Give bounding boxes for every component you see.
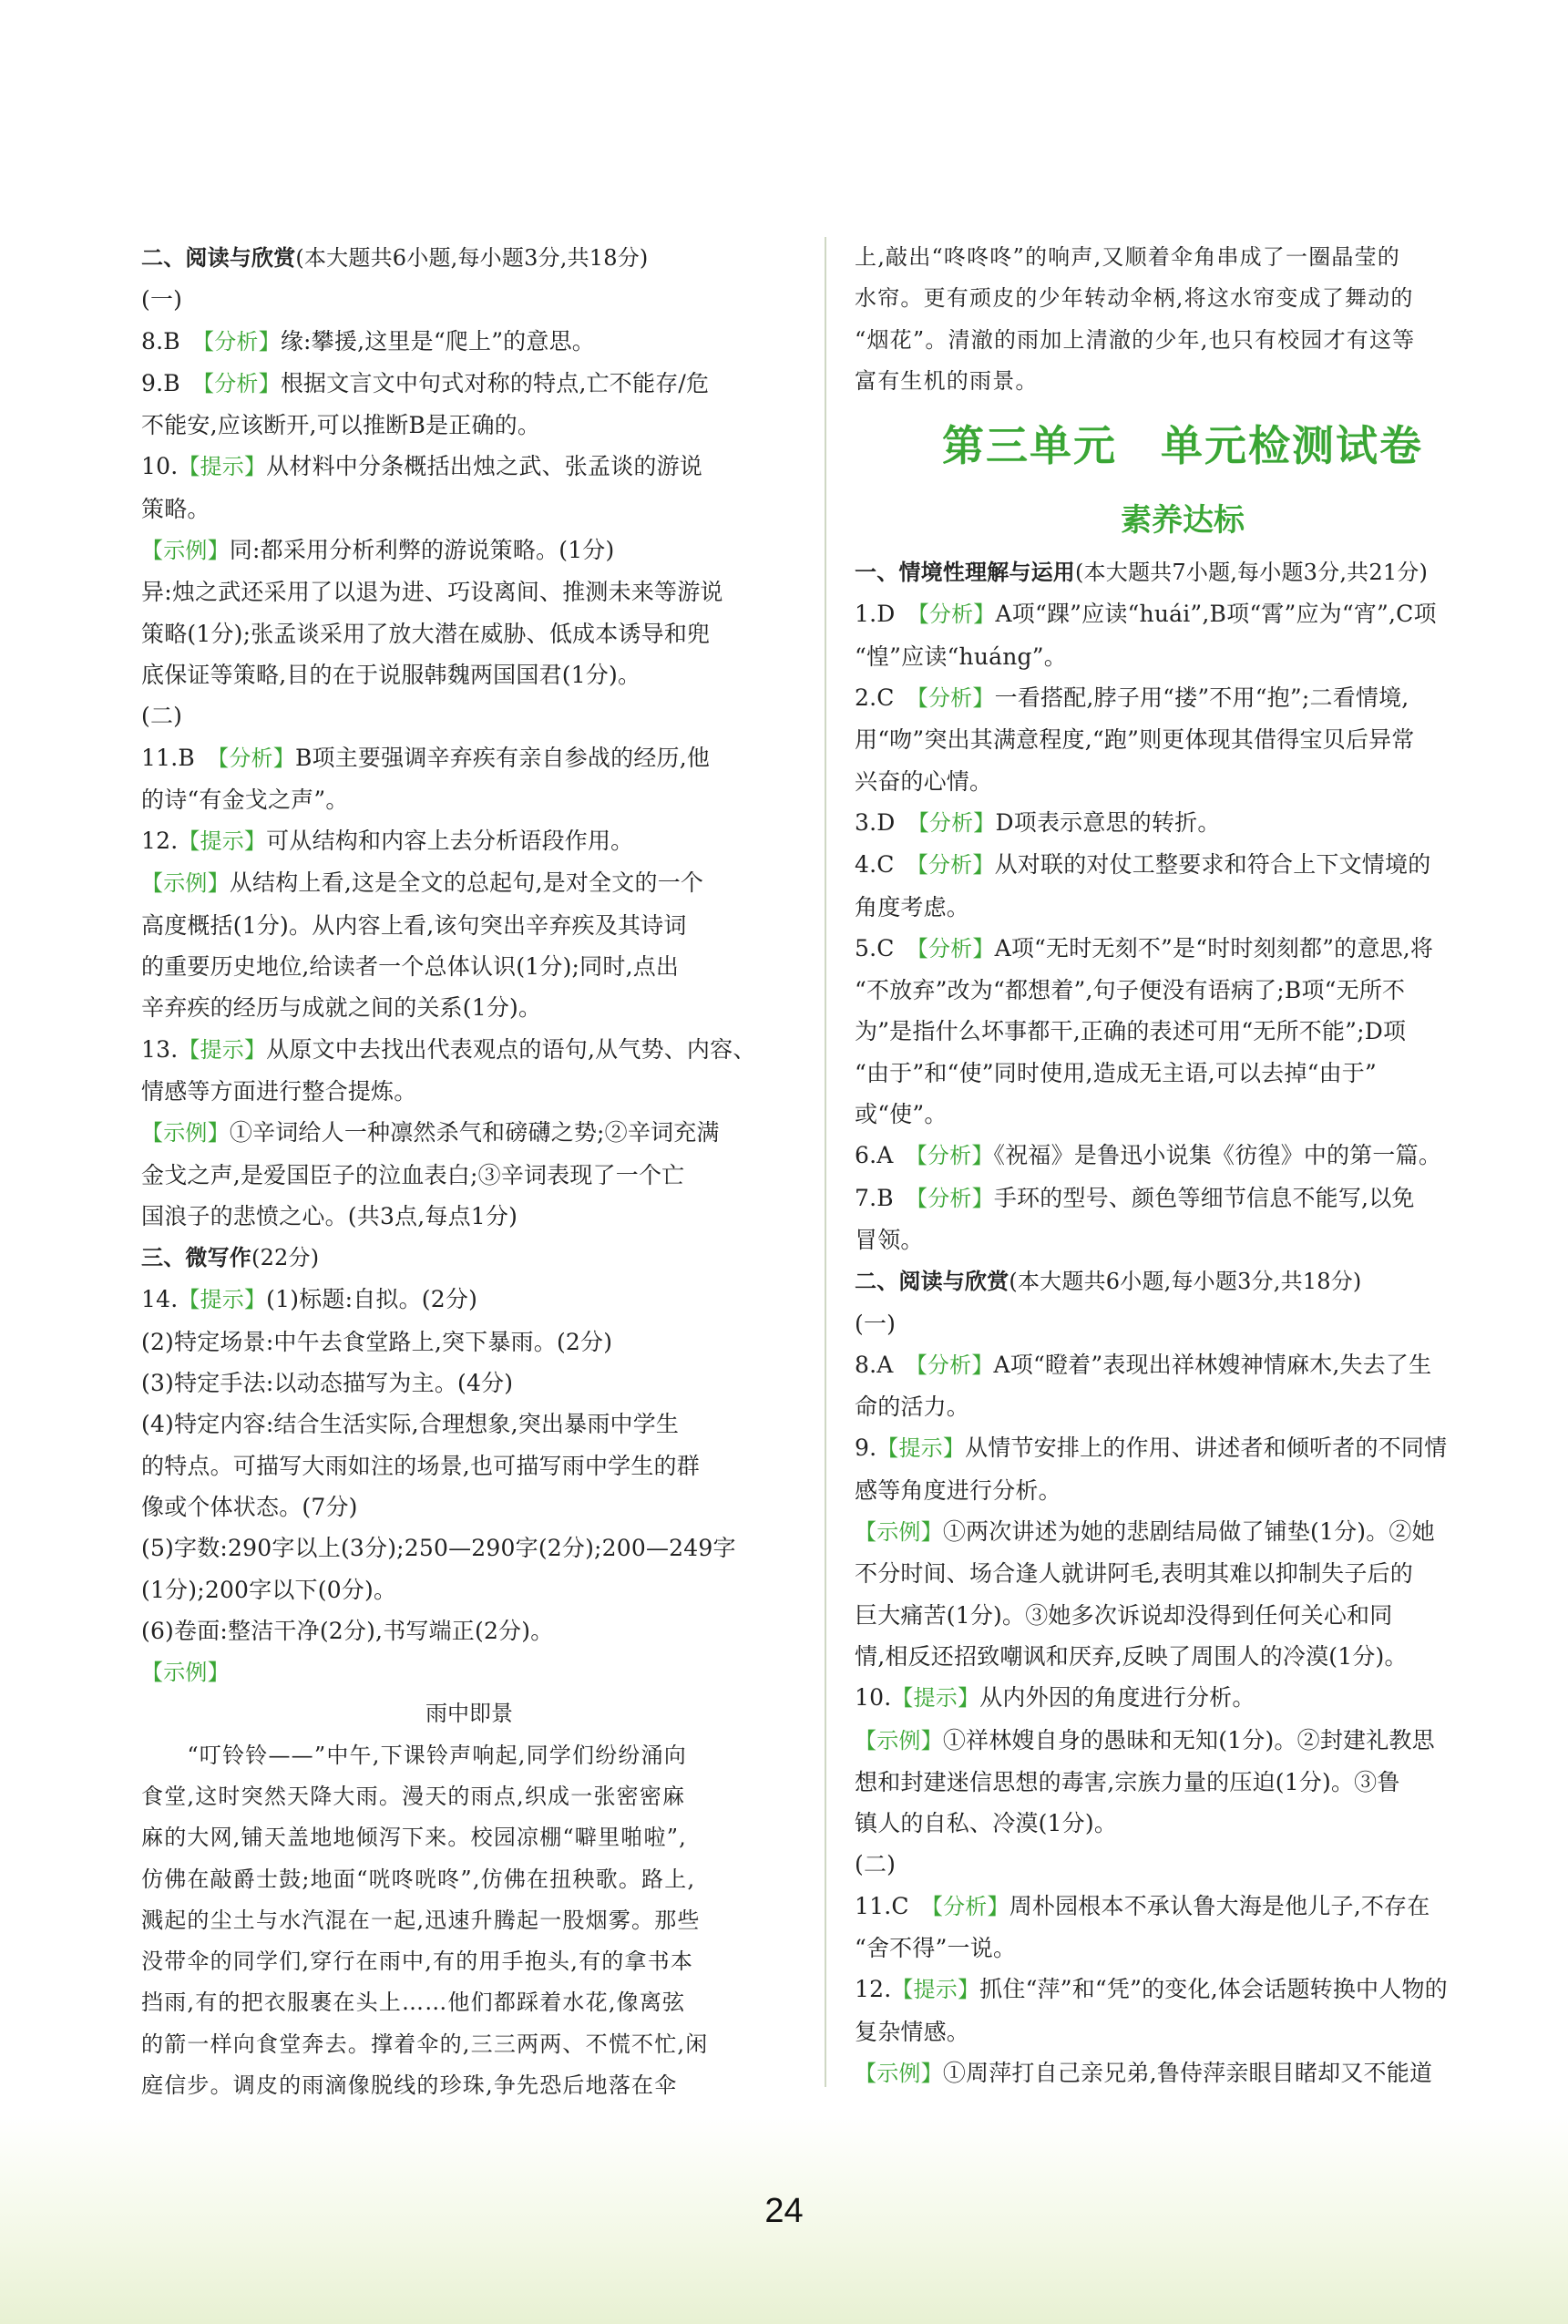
answer-text: 手环的型号、颜色等细节信息不能写,以免 xyxy=(993,1184,1415,1211)
answer-line xyxy=(855,802,1511,844)
answer-text: 感等角度进行分析。 xyxy=(855,1476,1061,1504)
answer-tag: 【提示】 xyxy=(891,1977,980,2003)
answer-line xyxy=(855,1886,1511,1928)
answer-text: A项“无时无刻不”是“时时刻刻都”的意思,将 xyxy=(994,934,1434,961)
answer-line xyxy=(141,1196,797,1237)
answer-text: 国浪子的悲愤之心。(共3点,每点1分) xyxy=(141,1202,518,1229)
page-number: 24 xyxy=(764,2192,804,2230)
answer-text: 缘:攀援,这里是“爬上”的意思。 xyxy=(280,327,595,355)
answer-line xyxy=(855,677,1511,719)
section-heading: 二、阅读与欣赏 xyxy=(855,1269,1009,1295)
section-heading: 一、情境性理解与运用 xyxy=(855,560,1075,586)
unit-title: 第三单元 单元检测试卷 xyxy=(942,421,1423,471)
right-column xyxy=(855,237,1511,2094)
answer-line xyxy=(141,905,797,946)
question-number: 5.C xyxy=(855,934,917,961)
question-number: 10. xyxy=(855,1684,892,1712)
question-number: 1.D xyxy=(855,601,918,628)
answer-line xyxy=(855,761,1511,802)
answer-line xyxy=(855,1844,1511,1885)
answer-text: 可从结构和内容上去分析语段作用。 xyxy=(266,828,634,855)
answer-text: ①祥林嫂自身的愚昧和无知(1分)。②封建礼教思 xyxy=(942,1726,1435,1753)
answer-text: 不能安,应该断开,可以推断B是正确的。 xyxy=(141,412,541,439)
answer-line xyxy=(141,446,797,488)
answer-line xyxy=(855,636,1511,677)
answer-line xyxy=(855,887,1511,928)
answer-tag: 【示例】 xyxy=(855,2060,943,2086)
answer-line xyxy=(855,1511,1511,1553)
answer-text: 从内外因的角度进行分析。 xyxy=(979,1684,1255,1712)
answer-text: 金戈之声,是爱国臣子的泣血表白;③辛词表现了一个亡 xyxy=(141,1161,685,1188)
answer-text: (22分) xyxy=(251,1245,320,1271)
answer-text: (二) xyxy=(855,1851,897,1878)
answer-text: 或“使”。 xyxy=(855,1101,948,1128)
answer-text: 策略(1分);张孟谈采用了放大潜在威胁、低成本诱导和兜 xyxy=(141,620,711,647)
section-subtitle: 素养达标 xyxy=(1121,502,1245,540)
answer-text: (5)字数:290字以上(3分);250—290字(2分);200—249字 xyxy=(141,1535,736,1562)
answer-line xyxy=(855,1303,1511,1344)
answer-text: (本大题共6小题,每小题3分,共18分) xyxy=(295,245,649,271)
question-number: 2.C xyxy=(855,684,917,712)
answer-text: 情感等方面进行整合提炼。 xyxy=(141,1077,417,1105)
answer-text: 的诗“有金戈之声”。 xyxy=(141,786,349,813)
answer-text: 从对联的对仗工整要求和符合上下文情境的 xyxy=(994,851,1431,879)
answer-line xyxy=(855,593,1511,635)
question-number: 6.A xyxy=(855,1142,917,1169)
answer-line xyxy=(141,571,797,612)
question-number: 8.B xyxy=(141,327,204,355)
answer-line xyxy=(855,1720,1511,1762)
answer-text: B项主要强调辛弃疾有亲自参战的经历,他 xyxy=(294,744,711,771)
answer-text: 镇人的自私、冷漠(1分)。 xyxy=(855,1810,1118,1837)
answer-text: 高度概括(1分)。从内容上看,该句突出辛弃疾及其诗词 xyxy=(141,911,687,939)
answer-line xyxy=(855,1470,1511,1511)
answer-text: “舍不得”一说。 xyxy=(855,1934,1017,1961)
answer-text: 角度考虑。 xyxy=(855,893,970,920)
answer-tag: 【分析】 xyxy=(917,1185,994,1211)
answer-text: 根据文言文中句式对称的特点,亡不能存/危 xyxy=(280,369,710,396)
essay-line: 食堂,这时突然天降大雨。漫天的雨点,织成一张密密麻 xyxy=(141,1783,686,1809)
answer-text: (二) xyxy=(141,703,183,730)
answer-line xyxy=(141,779,797,820)
answer-tag: 【提示】 xyxy=(178,1036,267,1063)
answer-text: 抓住“萍”和“凭”的变化,体会话题转换中人物的 xyxy=(979,1976,1448,2003)
question-number: 12. xyxy=(141,828,179,855)
answer-line xyxy=(855,970,1511,1011)
answer-text: 复杂情感。 xyxy=(855,2018,970,2045)
answer-line xyxy=(855,1677,1511,1719)
answer-text: 命的活力。 xyxy=(855,1393,970,1421)
answer-line xyxy=(855,1260,1511,1302)
answer-line xyxy=(141,279,797,320)
answer-text: (一) xyxy=(855,1310,897,1337)
answer-tag: 【提示】 xyxy=(178,828,267,855)
answer-line xyxy=(855,1011,1511,1052)
answer-tag: 【分析】 xyxy=(917,809,996,836)
question-number: 9.B xyxy=(141,369,204,396)
answer-line xyxy=(141,1445,797,1486)
answer-text: 不分时间、场合逢人就讲阿毛,表明其难以抑制失子后的 xyxy=(855,1560,1413,1588)
answer-text: 《祝福》是鲁迅小说集《彷徨》中的第一篇。 xyxy=(993,1142,1442,1169)
answer-line xyxy=(141,321,797,363)
answer-tag: 【示例】 xyxy=(141,1120,230,1147)
answer-line xyxy=(141,695,797,736)
answer-line xyxy=(141,1363,797,1404)
answer-text: 底保证等策略,目的在于说服韩魏两国国君(1分)。 xyxy=(141,661,641,688)
answer-text: ①辛词给人一种凛然杀气和磅礴之势;②辛词充满 xyxy=(229,1119,720,1147)
question-number: 10. xyxy=(141,453,179,480)
essay-line: 水帘。更有顽皮的少年转动伞柄,将这水帘变成了舞动的 xyxy=(855,285,1414,312)
answer-text: A项“瞪着”表现出祥林嫂神情麻木,失去了生 xyxy=(993,1351,1432,1378)
essay-title: 雨中即景 xyxy=(425,1701,513,1727)
answer-text: (本大题共7小题,每小题3分,共21分) xyxy=(1075,560,1429,586)
answer-line xyxy=(855,2011,1511,2052)
question-number: 11.C xyxy=(855,1892,932,1919)
answer-tag: 【示例】 xyxy=(141,870,230,897)
answer-line xyxy=(141,987,797,1028)
answer-text: (6)卷面:整洁干净(2分),书写端正(2分)。 xyxy=(141,1617,554,1644)
question-number: 7.B xyxy=(855,1184,917,1211)
answer-line xyxy=(855,1386,1511,1427)
answer-text: 冒领。 xyxy=(855,1226,924,1253)
answer-tag: 【分析】 xyxy=(931,1893,1009,1919)
answer-tag: 【提示】 xyxy=(178,454,267,480)
question-number: 4.C xyxy=(855,851,917,879)
answer-text: 辛弃疾的经历与成就之间的关系(1分)。 xyxy=(141,994,542,1022)
essay-line: 挡雨,有的把衣服裹在头上……他们都踩着水花,像离弦 xyxy=(141,1990,686,2016)
answer-line xyxy=(855,1928,1511,1969)
answer-tag: 【分析】 xyxy=(916,1143,994,1169)
answer-text: ①两次讲述为她的悲剧结局做了铺垫(1分)。②她 xyxy=(942,1518,1435,1546)
answer-line xyxy=(141,363,797,405)
essay-line: 没带伞的同学们,穿行在雨中,有的用手抱头,有的拿书本 xyxy=(141,1949,694,1975)
answer-text: 异:烛之武还采用了以退为进、巧设离间、推测未来等游说 xyxy=(141,579,723,606)
answer-tag: 【分析】 xyxy=(203,370,281,396)
answer-text: (本大题共6小题,每小题3分,共18分) xyxy=(1009,1269,1362,1295)
answer-line xyxy=(141,946,797,987)
answer-text: 想和封建迷信思想的毒害,宗族力量的压迫(1分)。③鲁 xyxy=(855,1768,1400,1795)
answer-text: 周朴园根本不承认鲁大海是他儿子,不存在 xyxy=(1009,1892,1430,1919)
question-number: 9. xyxy=(855,1435,877,1462)
answer-tag: 【分析】 xyxy=(218,745,295,771)
answer-text: 一看搭配,脖子用“搂”不用“抱”;二看情境, xyxy=(994,684,1409,712)
answer-tag: 【分析】 xyxy=(203,328,281,355)
answer-line xyxy=(855,1762,1511,1803)
answer-text: (4)特定内容:结合生活实际,合理想象,突出暴雨中学生 xyxy=(141,1411,680,1438)
answer-text: 用“吻”突出其满意程度,“跑”则更体现其借得宝贝后异常 xyxy=(855,726,1415,754)
answer-line xyxy=(141,737,797,779)
answer-text: (一) xyxy=(141,286,183,314)
answer-line xyxy=(141,1112,797,1154)
question-number: 8.A xyxy=(855,1351,917,1378)
answer-line xyxy=(855,2052,1511,2094)
answer-line xyxy=(141,654,797,695)
answer-text: 情,相反还招致嘲讽和厌弃,反映了周围人的冷漠(1分)。 xyxy=(855,1642,1408,1670)
answer-line xyxy=(141,1486,797,1527)
answer-tag: 【提示】 xyxy=(178,1287,267,1313)
answer-tag: 【分析】 xyxy=(917,602,996,628)
answer-line xyxy=(141,1071,797,1112)
answer-line xyxy=(855,1553,1511,1594)
answer-text: (2)特定场景:中午去食堂路上,突下暴雨。(2分) xyxy=(141,1328,613,1355)
answer-line xyxy=(855,551,1511,593)
answer-text: 的特点。可描写大雨如注的场景,也可描写雨中学生的群 xyxy=(141,1452,700,1479)
column-divider xyxy=(825,237,826,2087)
answer-text: 策略。 xyxy=(141,495,210,522)
answer-tag: 【示例】 xyxy=(855,1519,943,1546)
answer-line xyxy=(855,1219,1511,1260)
answer-text: 巨大痛苦(1分)。③她多次诉说却没得到任何关心和同 xyxy=(855,1601,1393,1629)
section-heading: 三、微写作 xyxy=(141,1245,251,1271)
essay-line: “叮铃铃——”中午,下课铃声响起,同学们纷纷涌向 xyxy=(141,1742,687,1768)
answer-text: 从材料中分条概括出烛之武、张孟谈的游说 xyxy=(266,453,702,480)
essay-line: “烟花”。清澈的雨加上清澈的少年,也只有校园才有这等 xyxy=(855,326,1416,353)
answer-text: A项“踝”应读“huái”,B项“霄”应为“宵”,C项 xyxy=(995,601,1437,628)
answer-text: ①周萍打自己亲兄弟,鲁侍萍亲眼目睹却又不能道 xyxy=(942,2059,1433,2086)
answer-text: 从情节安排上的作用、讲述者和倾听者的不同情 xyxy=(965,1435,1448,1462)
answer-text: “不放弃”改为“都想着”,句子便没有语病了;B项“无所不 xyxy=(855,977,1406,1004)
answer-text: (1)标题:自拟。(2分) xyxy=(266,1286,478,1313)
answer-text: 的重要历史地位,给读者一个总体认识(1分);同时,点出 xyxy=(141,953,680,981)
answer-text: (3)特定手法:以动态描写为主。(4分) xyxy=(141,1370,514,1397)
answer-line xyxy=(141,1404,797,1445)
answer-line xyxy=(141,1155,797,1196)
left-column xyxy=(141,237,797,2106)
answer-text: 兴奋的心情。 xyxy=(855,767,993,795)
answer-text: 同:都采用分析利弊的游说策略。(1分) xyxy=(229,537,615,564)
answer-line xyxy=(855,1427,1511,1469)
answer-text: “惶”应读“huáng”。 xyxy=(855,643,1067,670)
answer-line xyxy=(141,1321,797,1363)
answer-tag: 【分析】 xyxy=(916,1352,994,1378)
essay-line: 的箭一样向食堂奔去。撑着伞的,三三两两、不慌不忙,闲 xyxy=(141,2031,709,2057)
answer-text: 为”是指什么坏事都干,正确的表述可用“无所不能”;D项 xyxy=(855,1018,1407,1045)
essay-line: 仿佛在敲爵士鼓;地面“咣咚咣咚”,仿佛在扭秧歌。路上, xyxy=(141,1866,696,1892)
answer-line xyxy=(141,1237,797,1279)
answer-line xyxy=(855,1135,1511,1177)
answer-line xyxy=(855,1053,1511,1094)
left-essay xyxy=(141,1735,797,2107)
essay-line: 麻的大网,铺天盖地地倾泻下来。校园凉棚“噼里啪啦”, xyxy=(141,1825,687,1851)
section-heading: 二、阅读与欣赏 xyxy=(141,245,296,271)
question-number: 3.D xyxy=(855,808,918,836)
question-number: 12. xyxy=(855,1976,892,2003)
answer-line xyxy=(141,405,797,446)
answer-text: 从原文中去找出代表观点的语句,从气势、内容、 xyxy=(266,1035,756,1063)
answer-line xyxy=(855,1636,1511,1677)
answer-text: D项表示意思的转折。 xyxy=(995,808,1221,836)
answer-line xyxy=(855,1094,1511,1135)
answer-text: “由于”和“使”同时使用,造成无主语,可以去掉“由于” xyxy=(855,1059,1377,1086)
answer-line xyxy=(141,530,797,571)
question-number: 13. xyxy=(141,1035,179,1063)
answer-text: (1分);200字以下(0分)。 xyxy=(141,1576,397,1603)
answer-tag: 【分析】 xyxy=(917,852,995,879)
answer-tag: 【提示】 xyxy=(891,1685,980,1712)
answer-line xyxy=(141,613,797,654)
answer-tag: 【提示】 xyxy=(876,1435,966,1462)
answer-line xyxy=(141,862,797,904)
answer-line xyxy=(855,1803,1511,1844)
answer-line xyxy=(855,1595,1511,1636)
answer-line xyxy=(141,820,797,862)
essay-line: 上,敲出“咚咚咚”的响声,又顺着伞角串成了一圈晶莹的 xyxy=(855,244,1400,270)
answer-line xyxy=(141,1610,797,1651)
answer-text: 像或个体状态。(7分) xyxy=(141,1493,358,1520)
answer-line xyxy=(141,237,797,279)
answer-line xyxy=(855,1177,1511,1219)
left-answer-lines xyxy=(141,237,797,1693)
answer-line xyxy=(855,928,1511,970)
answer-line xyxy=(141,1527,797,1568)
answer-tag: 【分析】 xyxy=(917,685,995,712)
answer-tag: 【示例】 xyxy=(141,1660,230,1686)
answer-line xyxy=(855,844,1511,886)
answer-tag: 【示例】 xyxy=(141,538,230,564)
answer-line xyxy=(141,1029,797,1071)
essay-line: 溅起的尘土与水汽混在一起,迅速升腾起一股烟雾。那些 xyxy=(141,1907,701,1933)
answer-line xyxy=(141,488,797,530)
answer-line xyxy=(141,1279,797,1321)
answer-line xyxy=(855,1969,1511,2010)
answer-line xyxy=(855,1344,1511,1386)
answer-line xyxy=(855,719,1511,760)
question-number: 14. xyxy=(141,1286,179,1313)
answer-line xyxy=(141,1651,797,1693)
answer-line xyxy=(141,1569,797,1610)
answer-text: 从结构上看,这是全文的总起句,是对全文的一个 xyxy=(229,869,704,897)
essay-line: 富有生机的雨景。 xyxy=(855,367,1039,394)
answer-tag: 【分析】 xyxy=(917,935,995,961)
right-essay xyxy=(855,237,1511,402)
right-answer-lines xyxy=(855,551,1511,2094)
answer-tag: 【示例】 xyxy=(855,1727,943,1753)
question-number: 11.B xyxy=(141,744,219,771)
essay-line: 庭信步。调皮的雨滴像脱线的珍珠,争先恐后地落在伞 xyxy=(141,2072,678,2099)
